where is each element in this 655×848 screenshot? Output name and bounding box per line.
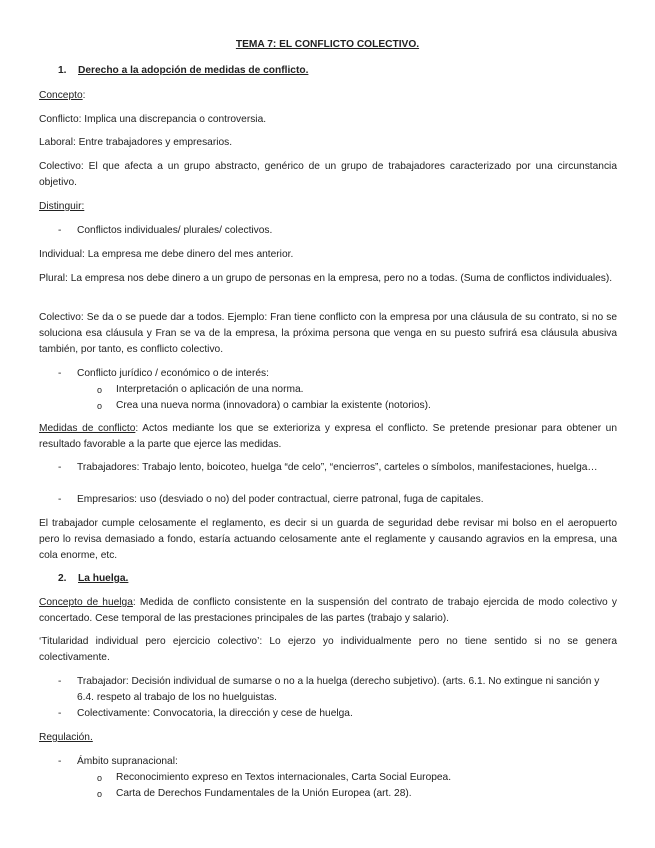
huelga-concept-heading: Concepto de huelga [39, 597, 133, 608]
section-title: Derecho a la adopción de medidas de conflicto. [78, 65, 309, 76]
list-item: - Trabajadores: Trabajo lento, boicoteo, huelga “de celo”, “encierros”, carteles o símbolos, manifestaciones, huelga… [58, 462, 598, 473]
list-item: - Trabajador: Decisión individual de sumarse o no a la huelga (derecho subjetivo). (arts. 6.1. No extingue ni sanción y 6.4. respeto al trabajo de los no huelguistas. [58, 676, 600, 703]
section-title: La huelga. [78, 573, 129, 584]
sub-list-item: o Crea una nueva norma (innovadora) o cambiar la existente (notorios). [97, 400, 431, 411]
section-number: 1. [58, 65, 67, 76]
individual-paragraph: Individual: La empresa me debe dinero del mes anterior. [39, 249, 294, 260]
list-item: - Ámbito supranacional: [58, 756, 178, 767]
section-heading-2 [58, 571, 128, 587]
list-item: - Empresarios: uso (desviado o no) del poder contractual, cierre patronal, fuga de capitales. [58, 494, 484, 505]
section-heading-1 [58, 63, 308, 79]
regulacion-heading: Regulación. [39, 732, 93, 743]
medidas-paragraph: Medidas de conflicto: Actos mediante los que se exterioriza y expresa el conflicto. Se pretende presionar para obtener un resultado favorable a la parte que ejerce las medidas. [39, 423, 617, 450]
huelga-concept-paragraph: Concepto de huelga: Medida de conflicto consistente en la suspensión del contrato de trabajo ejercida de modo colectivo y concertado. Cese temporal de las prestaciones principales de las partes (trabajo y salario). [39, 597, 617, 624]
colectivo-definition-paragraph: Colectivo: El que afecta a un grupo abstracto, genérico de un grupo de trabajadores caracterizado por una circunstancia objetivo. [39, 161, 617, 188]
concepto-heading: Concepto [39, 90, 83, 101]
distinguir-heading: Distinguir: [39, 201, 85, 212]
section-number: 2. [58, 573, 67, 584]
colectivo-example-paragraph: Colectivo: Se da o se puede dar a todos. Ejemplo: Fran tiene conflicto con la empresa por una cláusula de su contrato, si no se soluciona esa cláusula y Fran se va de la empresa, la próxima persona que venga en su puesto sufrirá esa cláusula abusiva también, por tanto, es conflicto colectivo. [39, 312, 617, 355]
list-item: - Conflicto jurídico / económico o de interés: [58, 368, 269, 379]
sub-list-item: o Interpretación o aplicación de una norma. [97, 384, 304, 395]
document-title: TEMA 7: EL CONFLICTO COLECTIVO. [235, 39, 420, 50]
sub-list-item: o Reconocimiento expreso en Textos internacionales, Carta Social Europea. [97, 772, 452, 783]
laboral-paragraph: Laboral: Entre trabajadores y empresarios. [39, 137, 233, 148]
concepto-heading-line: Concepto: [39, 90, 86, 101]
list-item: - Colectivamente: Convocatoria, la dirección y cese de huelga. [58, 708, 353, 719]
medidas-heading: Medidas de conflicto [39, 423, 136, 434]
titularidad-paragraph: ‘Titularidad individual pero ejercicio colectivo’: Lo ejerzo yo individualmente pero no tiene sentido si no se genera colectivamente. [39, 636, 617, 663]
plural-paragraph: Plural: La empresa nos debe dinero a un grupo de personas en la empresa, pero no a todas. (Suma de conflictos individuales). [39, 273, 613, 284]
celo-paragraph: El trabajador cumple celosamente el reglamento, es decir si un guarda de seguridad debe revisar mi bolso en el aeropuerto pero lo revisa demasiado a fondo, estaría actuando celosamente ante el reglamente y causando agravios en la empresa, una cola enorme, etc. [39, 518, 617, 561]
conflicto-paragraph: Conflicto: Implica una discrepancia o controversia. [39, 114, 267, 125]
sub-list-item: o Carta de Derechos Fundamentales de la Unión Europea (art. 28). [97, 788, 412, 799]
list-item: - Conflictos individuales/ plurales/ colectivos. [58, 225, 273, 236]
